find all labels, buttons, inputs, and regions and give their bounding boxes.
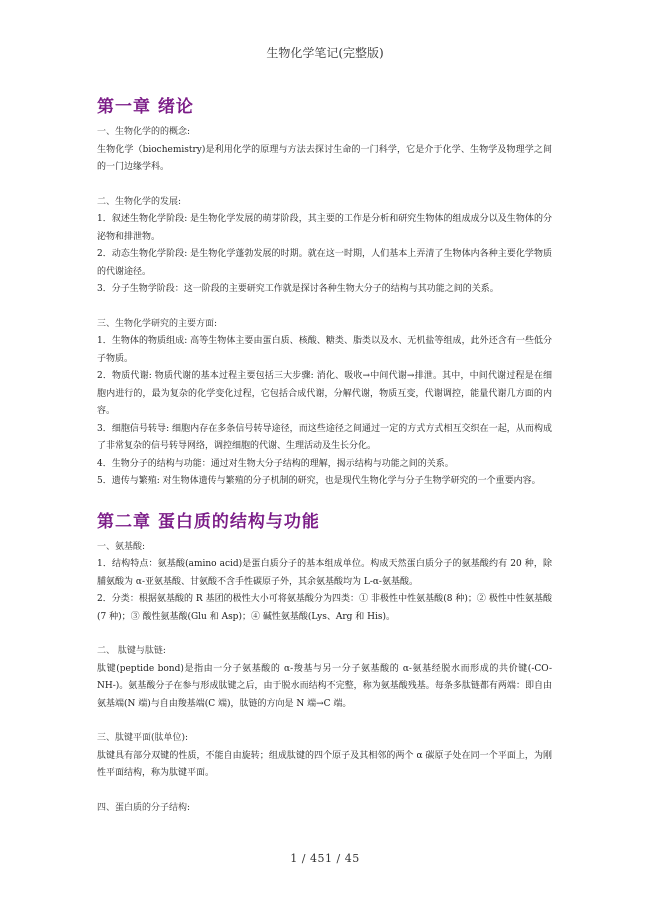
section-heading: 三、肽键平面(肽单位): — [97, 733, 189, 743]
list-item: 1．生物体的物质组成: 高等生物体主要由蛋白质、核酸、糖类、脂类以及水、无机盐等组成，此外还含有一些低分子物质。 — [97, 336, 552, 364]
section-heading: 一、氨基酸: — [97, 541, 146, 552]
list-item: 3．分子生物学阶段：这一阶段的主要研究工作就是探讨各种生物大分子的结构与其功能之间的关系。 — [97, 284, 499, 294]
list-item: 1．叙述生物化学阶段: 是生物化学发展的萌芽阶段，其主要的工作是分析和研究生物体的组成成分以及生物体的分泌物和排泄物。 — [97, 214, 552, 242]
page-header: 生物化学笔记(完整版) — [266, 46, 384, 60]
section-heading: 四、蛋白质的分子结构: — [97, 802, 191, 813]
paragraph: 肽键(peptide bond)是指由一分子氨基酸的 α-羧基与另一分子氨基酸的 α-氨基经脱水而形成的共价键(-CO-NH-)。氨基酸分子在参与形成肽键之后，由于脱水而结构不完整，称为氨基酸残基。每条多肽链都有两端：即自由氨基端(N 端)与自由羧基端(C 端)，肽链的方向是 N 端→C 端。 — [97, 663, 552, 709]
section-heading: 二、 肽键与肽链: — [97, 646, 166, 656]
section-heading: 二、生物化学的发展: — [97, 196, 182, 207]
list-item: 3．细胞信号转导: 细胞内存在多条信号转导途径，而这些途径之间通过一定的方式方式相互交织在一起，从而构成了非常复杂的信号转导网络，调控细胞的代谢、生理活动及生长分化。 — [97, 423, 552, 451]
section-heading: 一、生物化学的的概念: — [97, 127, 191, 137]
paragraph: 生物化学（biochemistry)是利用化学的原理与方法去探讨生命的一门科学，它是介于化学、生物学及物理学之间的一门边缘学科。 — [97, 144, 552, 172]
list-item: 2．分类：根据氨基酸的 R 基团的极性大小可将氨基酸分为四类：① 非极性中性氨基酸(8 种)；② 极性中性氨基酸(7 种)；③ 酸性氨基酸(Glu 和 Asp)；④ 碱性氨基酸(Lys、Arg 和 His)。 — [97, 594, 552, 622]
list-item: 5．遗传与繁殖: 对生物体遗传与繁殖的分子机制的研究，也是现代生物化学与分子生物学研究的一个重要内容。 — [97, 476, 541, 486]
chapter-1-title: 第一章 绪论 — [97, 97, 194, 117]
page-number: 1 / 451 / 45 — [290, 852, 360, 865]
chapter-2-title: 第二章 蛋白质的结构与功能 — [97, 511, 320, 532]
list-item: 1．结构特点：氨基酸(amino acid)是蛋白质分子的基本组成单位。构成天然蛋白质分子的氨基酸约有 20 种，除脯氨酸为 α-亚氨基酸、甘氨酸不含手性碳原子外，其余氨基酸均为 L-α-氨基酸。 — [97, 559, 552, 587]
document-body — [97, 96, 552, 817]
list-item: 2．动态生物化学阶段: 是生物化学蓬勃发展的时期。就在这一时期，人们基本上弄清了生物体内各种主要化学物质的代谢途径。 — [97, 249, 552, 277]
list-item: 4．生物分子的结构与功能：通过对生物大分子结构的理解，揭示结构与功能之间的关系。 — [97, 458, 454, 469]
list-item: 2．物质代谢: 物质代谢的基本过程主要包括三大步骤: 消化、吸收→中间代谢→排泄。其中，中间代谢过程是在细胞内进行的，最为复杂的化学变化过程，它包括合成代谢，分解代谢，物质互变，代谢调控，能量代谢几方面的内容。 — [97, 371, 552, 416]
section-heading: 三、生物化学研究的主要方面: — [97, 318, 218, 329]
paragraph: 肽键具有部分双键的性质，不能自由旋转；组成肽键的四个原子及其相邻的两个 α 碳原子处在同一个平面上，为刚性平面结构，称为肽键平面。 — [97, 750, 552, 778]
